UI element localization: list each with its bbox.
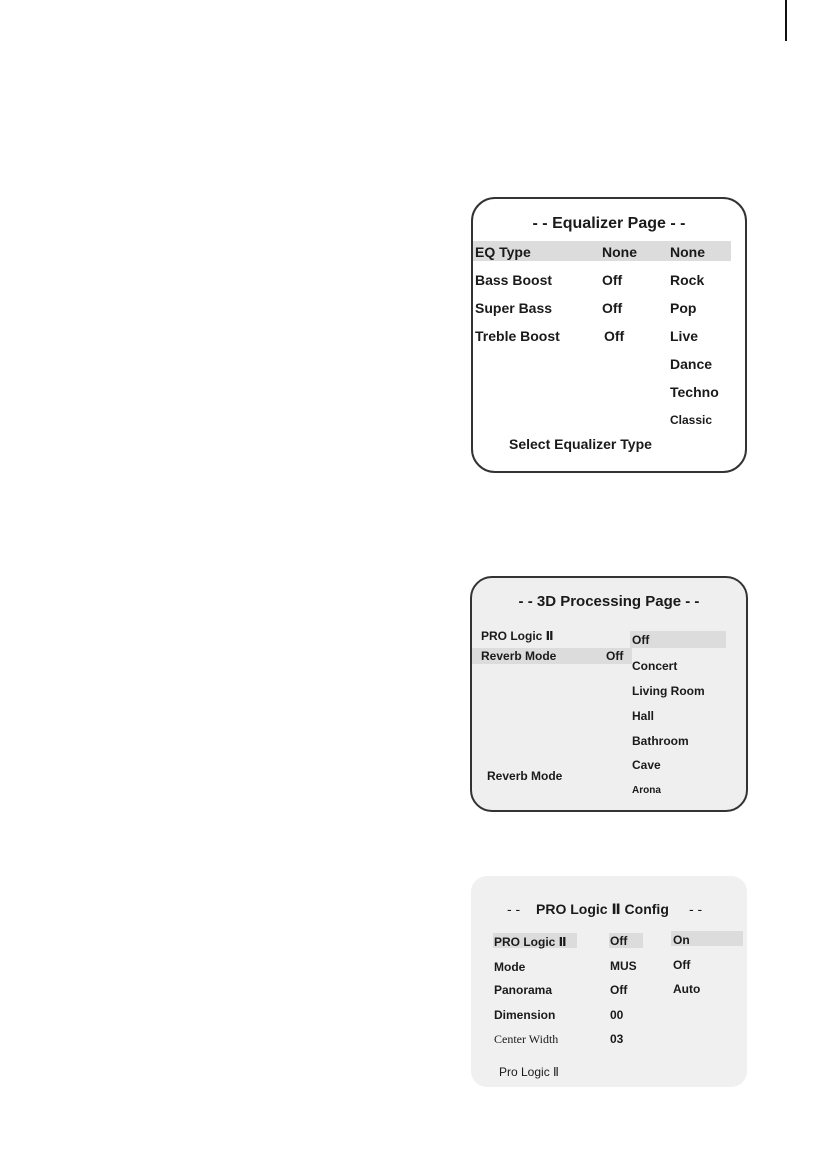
reverb-mode-label[interactable]: Reverb Mode (481, 649, 557, 663)
eq-option-live[interactable]: Live (670, 328, 699, 344)
pro-logic-ii-label[interactable]: PRO Logic Ⅱ (481, 629, 554, 643)
reverb-option-concert[interactable]: Concert (632, 659, 678, 673)
center-width-label[interactable]: Center Width (494, 1032, 559, 1046)
center-width-value[interactable]: 03 (610, 1032, 624, 1046)
config-title-dash-right: - - (689, 901, 703, 917)
equalizer-page-title: - - Equalizer Page - - (532, 215, 686, 232)
pro-logic-option-off[interactable]: Off (673, 958, 691, 972)
pro-logic-config-title: PRO Logic Ⅱ Config (536, 901, 669, 917)
3d-processing-page-title: - - 3D Processing Page - - (518, 593, 700, 610)
reverb-option-bathroom[interactable]: Bathroom (632, 734, 689, 748)
reverb-option-cave[interactable]: Cave (632, 758, 661, 772)
panorama-label[interactable]: Panorama (494, 983, 553, 997)
bass-boost-label[interactable]: Bass Boost (475, 272, 553, 288)
reverb-mode-value[interactable]: Off (606, 649, 624, 663)
panorama-value[interactable]: Off (610, 983, 628, 997)
super-bass-label[interactable]: Super Bass (475, 300, 553, 316)
pro-logic-config-panel (471, 876, 747, 1087)
eq-type-value[interactable]: None (602, 244, 637, 260)
mode-label[interactable]: Mode (494, 960, 526, 974)
pro-logic-option-on[interactable]: On (673, 933, 690, 947)
eq-option-rock[interactable]: Rock (670, 272, 705, 288)
equalizer-page-panel (471, 197, 747, 473)
eq-option-none[interactable]: None (670, 244, 705, 260)
3d-processing-page-panel (470, 576, 748, 812)
pro-logic-ii-value[interactable]: Off (610, 934, 628, 948)
reverb-option-arona[interactable]: Arona (632, 785, 661, 796)
dimension-value[interactable]: 00 (610, 1008, 624, 1022)
config-title-dash-left: - - (507, 901, 521, 917)
pro-logic-status-text: Pro Logic Ⅱ (499, 1065, 559, 1079)
treble-boost-value[interactable]: Off (604, 328, 625, 344)
page-edge-line (785, 0, 787, 41)
pro-logic-ii-label[interactable]: PRO Logic Ⅱ (494, 935, 567, 949)
mode-value[interactable]: MUS (610, 959, 637, 973)
pro-logic-option-auto[interactable]: Auto (673, 982, 701, 996)
equalizer-status-text: Select Equalizer Type (509, 436, 652, 452)
super-bass-value[interactable]: Off (602, 300, 623, 316)
eq-option-dance[interactable]: Dance (670, 356, 713, 372)
reverb-option-living-room[interactable]: Living Room (632, 684, 705, 698)
eq-type-label[interactable]: EQ Type (475, 244, 531, 260)
eq-option-pop[interactable]: Pop (670, 300, 697, 316)
reverb-option-hall[interactable]: Hall (632, 709, 655, 723)
treble-boost-label[interactable]: Treble Boost (475, 328, 560, 344)
3d-processing-status-text: Reverb Mode (487, 769, 563, 783)
reverb-option-off[interactable]: Off (632, 633, 650, 647)
bass-boost-value[interactable]: Off (602, 272, 623, 288)
dimension-label[interactable]: Dimension (494, 1008, 556, 1022)
eq-option-techno[interactable]: Techno (670, 384, 719, 400)
eq-option-classic[interactable]: Classic (670, 413, 713, 427)
